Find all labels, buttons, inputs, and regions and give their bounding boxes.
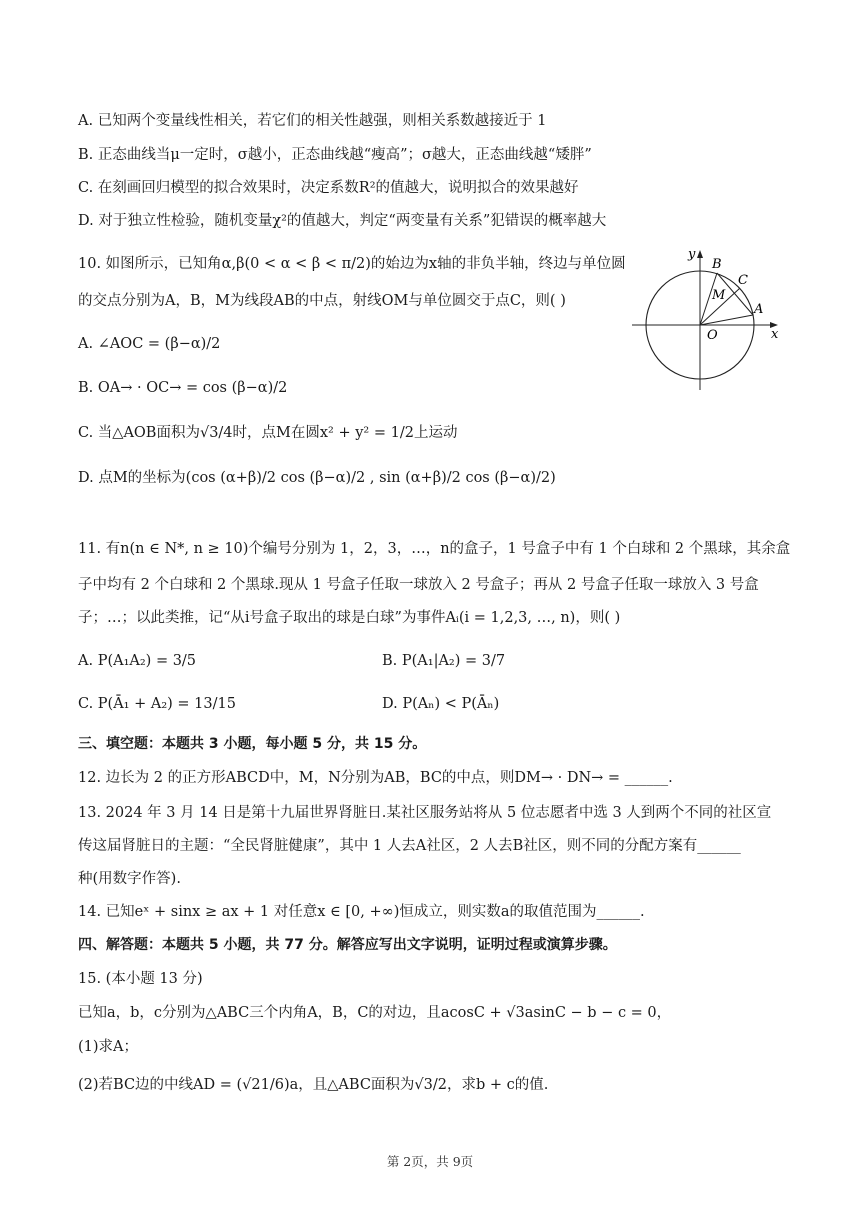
q10-stem-line1: 10. 如图所示，已知角α,β(0 < α < β < π/2)的始边为x轴的非负半轴，终边与单位圆	[78, 256, 626, 272]
q14-text: 14. 已知eˣ + sinx ≥ ax + 1 对任意x ∈ [0, +∞)恒成立，则实数a的取值范围为______.	[78, 904, 645, 920]
page-footer: 第 2页，共 9页	[386, 1154, 474, 1169]
q13-line3: 种(用数字作答).	[78, 871, 181, 887]
q10-option-c: C. 当△AOB面积为√3/4时，点M在圆x² + y² = 1/2上运动	[78, 425, 458, 441]
q11-option-a: A. P(A₁A₂) = 3/5	[78, 653, 197, 669]
point-m-label: M	[712, 288, 726, 303]
point-a-label: A	[754, 302, 764, 317]
q9-option-b: B. 正态曲线当μ一定时，σ越小，正态曲线越“瘦高”；σ越大，正态曲线越“矮胖”	[78, 147, 592, 163]
unit-circle-figure	[632, 244, 782, 390]
section-3-heading: 三、填空题：本题共 3 小题，每小题 5 分，共 15 分。	[78, 736, 427, 752]
q15-heading: 15. (本小题 13 分)	[78, 971, 203, 987]
q10-option-a: A. ∠AOC = (β−α)/2	[78, 336, 221, 352]
q15-stem: 已知a，b，c分别为△ABC三个内角A，B，C的对边，且acosC + √3asinC − b − c = 0，	[78, 1005, 672, 1021]
point-c-label: C	[738, 273, 748, 288]
q15-part1: (1)求A；	[78, 1039, 139, 1055]
q11-stem-line1: 11. 有n(n ∈ N*, n ≥ 10)个编号分别为 1，2，3，…，n的盒子，1 号盒子中有 1 个白球和 2 个黑球，其余盒	[78, 541, 791, 557]
q9-option-a: A. 已知两个变量线性相关，若它们的相关性越强，则相关系数越接近于 1	[78, 113, 547, 129]
q12-text: 12. 边长为 2 的正方形ABCD中，M，N分别为AB，BC的中点，则DM→ · DN→ = ______.	[78, 770, 673, 786]
point-b-label: B	[712, 257, 722, 272]
q11-stem-line2: 子中均有 2 个白球和 2 个黑球.现从 1 号盒子任取一球放入 2 号盒子；再从 2 号盒子任取一球放入 3 号盒	[78, 577, 759, 593]
q9-option-c: C. 在刻画回归模型的拟合效果时，决定系数R²的值越大，说明拟合的效果越好	[78, 180, 579, 196]
q11-option-c: C. P(Ā₁ + A₂) = 13/15	[78, 696, 236, 712]
q9-option-d: D. 对于独立性检验，随机变量χ²的值越大，判定“两变量有关系”犯错误的概率越大	[78, 213, 607, 229]
q10-option-d: D. 点M的坐标为(cos (α+β)/2 cos (β−α)/2 , sin (α+β)/2 cos (β−α)/2)	[78, 470, 556, 486]
section-4-heading: 四、解答题：本题共 5 小题，共 77 分。解答应写出文字说明，证明过程或演算步骤。	[78, 937, 617, 953]
q11-stem-line3: 子；…；以此类推，记“从i号盒子取出的球是白球”为事件Aᵢ(i = 1,2,3, …, n)，则( )	[78, 610, 621, 626]
q10-stem-line2: 的交点分别为A，B，M为线段AB的中点，射线OM与单位圆交于点C，则( )	[78, 293, 566, 309]
q15-part2: (2)若BC边的中线AD = (√21/6)a，且△ABC面积为√3/2，求b + c的值.	[78, 1077, 549, 1093]
x-axis-label: x	[771, 327, 779, 342]
q13-line2: 传这届肾脏日的主题：“全民肾脏健康”，其中 1 人去A社区，2 人去B社区，则不同的分配方案有______	[78, 838, 741, 854]
y-axis-label: y	[688, 247, 696, 262]
q13-line1: 13. 2024 年 3 月 14 日是第十九届世界肾脏日.某社区服务站将从 5 位志愿者中选 3 人到两个不同的社区宣	[78, 805, 772, 821]
origin-label: O	[707, 328, 718, 343]
q10-option-b: B. OA→ · OC→ = cos (β−α)/2	[78, 380, 288, 396]
q11-option-b: B. P(A₁|A₂) = 3/7	[382, 653, 506, 669]
q11-option-d: D. P(Aₙ) < P(Āₙ)	[382, 696, 500, 712]
